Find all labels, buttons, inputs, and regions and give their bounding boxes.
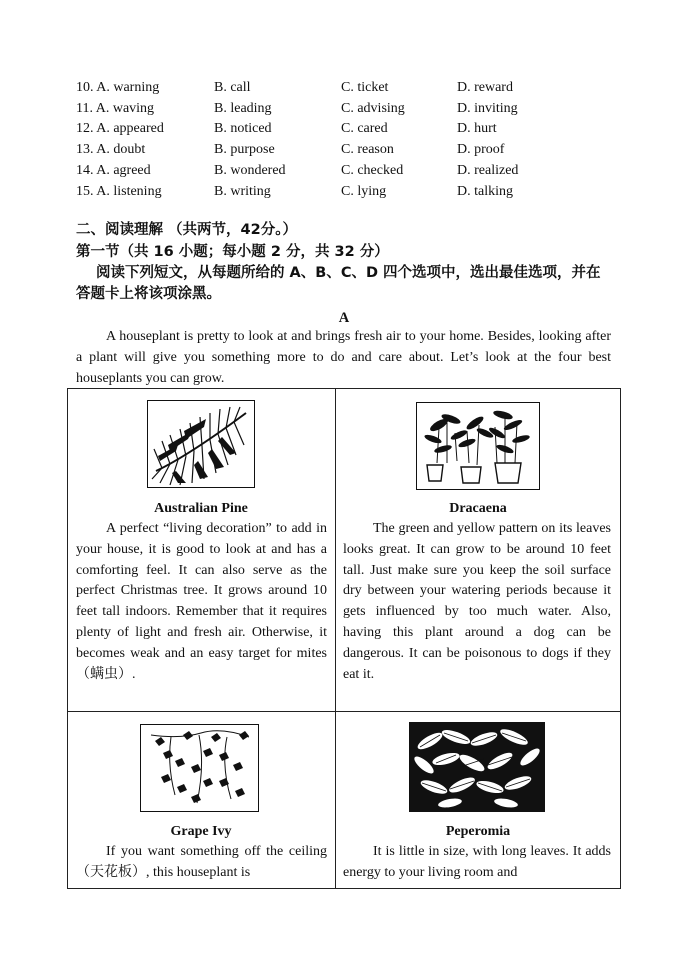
plant-description: A perfect “living decoration” to add in your house, it is good to look at and has a comforting feel. It can also serve as the perfect Christmas tree. It grows around 10 feet tall indoors. Remember that it requires plenty of light and fresh air. Otherwise, it becomes weak and an easy target for mites（螨虫）. xyxy=(76,521,327,682)
passage-label: A xyxy=(338,310,350,326)
option-b: B. leading xyxy=(214,101,272,116)
option-a xyxy=(76,98,154,119)
plant-name: Grape Ivy xyxy=(170,824,232,839)
section-subheading: 第一节（共 16 小题；每小题 2 分，共 32 分） xyxy=(76,244,389,260)
table-divider-vertical xyxy=(335,388,336,889)
option-a xyxy=(76,139,145,160)
option-a xyxy=(76,160,151,181)
option-c: C. checked xyxy=(341,163,404,178)
section-heading: 二、阅读理解 （共两节，42分。） xyxy=(76,222,297,238)
plant-description: If you want something off the ceiling （天花板）, this houseplant is xyxy=(76,844,327,880)
option-c: C. ticket xyxy=(341,80,389,95)
peperomia-leaves-illustration-icon xyxy=(409,722,545,812)
plant-name: Peperomia xyxy=(445,824,511,839)
option-text: A. listening xyxy=(96,184,162,199)
option-d: D. proof xyxy=(457,142,505,157)
option-b: B. writing xyxy=(214,184,271,199)
option-a xyxy=(76,118,164,139)
option-c: C. advising xyxy=(341,101,405,116)
question-number: 10. xyxy=(76,80,94,95)
option-b: B. purpose xyxy=(214,142,275,157)
question-number: 13. xyxy=(76,142,94,157)
option-text: A. appeared xyxy=(96,121,164,136)
question-number: 15. xyxy=(76,184,94,199)
option-c: C. reason xyxy=(341,142,394,157)
option-b: B. noticed xyxy=(214,121,272,136)
ivy-vine-illustration-icon xyxy=(140,724,259,812)
option-text: A. waving xyxy=(95,101,155,116)
plant-name: Australian Pine xyxy=(154,501,248,516)
option-c: C. lying xyxy=(341,184,387,199)
option-d: D. reward xyxy=(457,80,513,95)
option-text: A. doubt xyxy=(96,142,146,157)
option-d: D. realized xyxy=(457,163,519,178)
plant-description: The green and yellow pattern on its leaves looks great. It can grow to be around 10 feet tall. Just make sure you keep the soil surface dry between your watering periods because it gets influenced by too much water. Also, having this plant around a dog can be dangerous. It can be poisonous to dogs if they eat it. xyxy=(343,521,611,682)
option-d: D. talking xyxy=(457,184,513,199)
option-c: C. cared xyxy=(341,121,388,136)
option-b: B. wondered xyxy=(214,163,286,178)
question-number: 12. xyxy=(76,121,94,136)
option-d: D. hurt xyxy=(457,121,497,136)
option-text: A. agreed xyxy=(96,163,151,178)
question-number: 11. xyxy=(76,101,93,116)
table-divider-horizontal xyxy=(67,711,621,712)
section-instruction: 阅读下列短文，从每题所给的 A、B、C、D 四个选项中，选出最佳选项，并在答题卡上将该项涂黑。 xyxy=(76,265,601,302)
option-a xyxy=(76,77,159,98)
option-a xyxy=(76,181,162,202)
potted-dracaena-illustration-icon xyxy=(416,402,540,490)
pine-branch-illustration-icon xyxy=(147,400,255,488)
plant-description: It is little in size, with long leaves. It adds energy to your living room and xyxy=(343,844,611,880)
option-d: D. inviting xyxy=(457,101,518,116)
option-b: B. call xyxy=(214,80,251,95)
option-text: A. warning xyxy=(96,80,160,95)
passage-intro: A houseplant is pretty to look at and brings fresh air to your home. Besides, looking after a plant will give you something more to do and care about. Let’s look at the four best houseplants you can grow. xyxy=(76,329,611,386)
plant-name: Dracaena xyxy=(449,501,507,516)
question-number: 14. xyxy=(76,163,94,178)
